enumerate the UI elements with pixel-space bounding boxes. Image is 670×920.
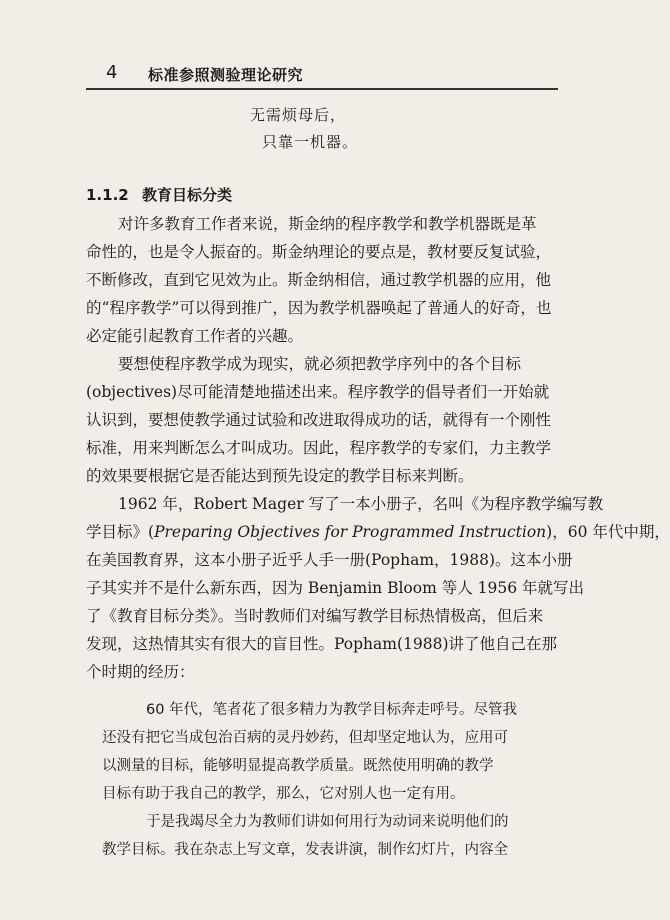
book-title-italic: Preparing Objectives for Programmed Instruction bbox=[154, 523, 547, 541]
page-number: 4 bbox=[106, 62, 118, 83]
poem-line: 无需烦母后， bbox=[250, 106, 347, 124]
text-line: 1962 年，Robert Mager 写了一本小册子，名叫《为程序教学编写教 bbox=[118, 495, 604, 513]
text-line: 的效果要根据它是否能达到预先设定的教学目标来判断。 bbox=[86, 467, 474, 485]
section-title: 教育目标分类 bbox=[142, 186, 233, 204]
text-line: 对许多教育工作者来说，斯金纳的程序教学和教学机器既是革 bbox=[118, 215, 537, 233]
section-heading bbox=[86, 184, 232, 205]
text-line bbox=[86, 522, 670, 542]
section-number: 1.1.2 bbox=[86, 186, 129, 204]
text-segment: 学目标》( bbox=[86, 523, 155, 541]
text-line: 子其实并不是什么新东西，因为 Benjamin Bloom 等人 1956 年就写出 bbox=[86, 579, 585, 597]
quote-line: 以测量的目标，能够明显提高教学质量。既然使用明确的教学 bbox=[102, 758, 494, 774]
text-line: 的“程序教学”可以得到推广，因为教学机器唤起了普通人的好奇，也 bbox=[86, 299, 552, 317]
text-segment: )，60 年代中期， bbox=[546, 523, 670, 541]
text-line: 必定能引起教育工作者的兴趣。 bbox=[86, 327, 304, 345]
text-line: (objectives)尽可能清楚地描述出来。程序教学的倡导者们一开始就 bbox=[86, 383, 550, 401]
text-line: 不断修改，直到它见效为止。斯金纳相信，通过教学机器的应用，他 bbox=[86, 271, 552, 289]
quote-line: 于是我竭尽全力为教师们讲如何用行为动词来说明他们的 bbox=[146, 814, 509, 830]
text-line: 了《教育目标分类》。当时教师们对编写教学目标热情极高，但后来 bbox=[86, 607, 544, 625]
quote-line: 目标有助于我自己的教学，那么，它对别人也一定有用。 bbox=[102, 786, 465, 802]
text-line: 要想使程序教学成为现实，就必须把教学序列中的各个目标 bbox=[118, 355, 522, 373]
poem-line: 只靠一机器。 bbox=[262, 133, 359, 151]
text-line: 标准，用来判断怎么才叫成功。因此，程序教学的专家们，力主教学 bbox=[86, 439, 552, 457]
running-title: 标准参照测验理论研究 bbox=[148, 66, 304, 84]
text-line: 发现，这热情其实有很大的盲目性。Popham(1988)讲了他自己在那 bbox=[86, 635, 558, 653]
quote-line: 教学目标。我在杂志上写文章，发表讲演，制作幻灯片，内容全 bbox=[102, 842, 508, 858]
quote-line: 还没有把它当成包治百病的灵丹妙药，但却坚定地认为，应用可 bbox=[102, 730, 508, 746]
text-line: 认识到，要想使教学通过试验和改进取得成功的话，就得有一个刚性 bbox=[86, 411, 552, 429]
running-header bbox=[86, 60, 566, 90]
text-line: 个时期的经历： bbox=[86, 663, 195, 681]
text-line: 命性的，也是令人振奋的。斯金纳理论的要点是，教材要反复试验， bbox=[86, 243, 552, 261]
text-line: 在美国教育界，这本小册子近乎人手一册(Popham，1988)。这本小册 bbox=[86, 551, 573, 569]
quote-line: 60 年代，笔者花了很多精力为教学目标奔走呼号。尽管我 bbox=[146, 702, 518, 718]
header-rule bbox=[86, 88, 558, 90]
